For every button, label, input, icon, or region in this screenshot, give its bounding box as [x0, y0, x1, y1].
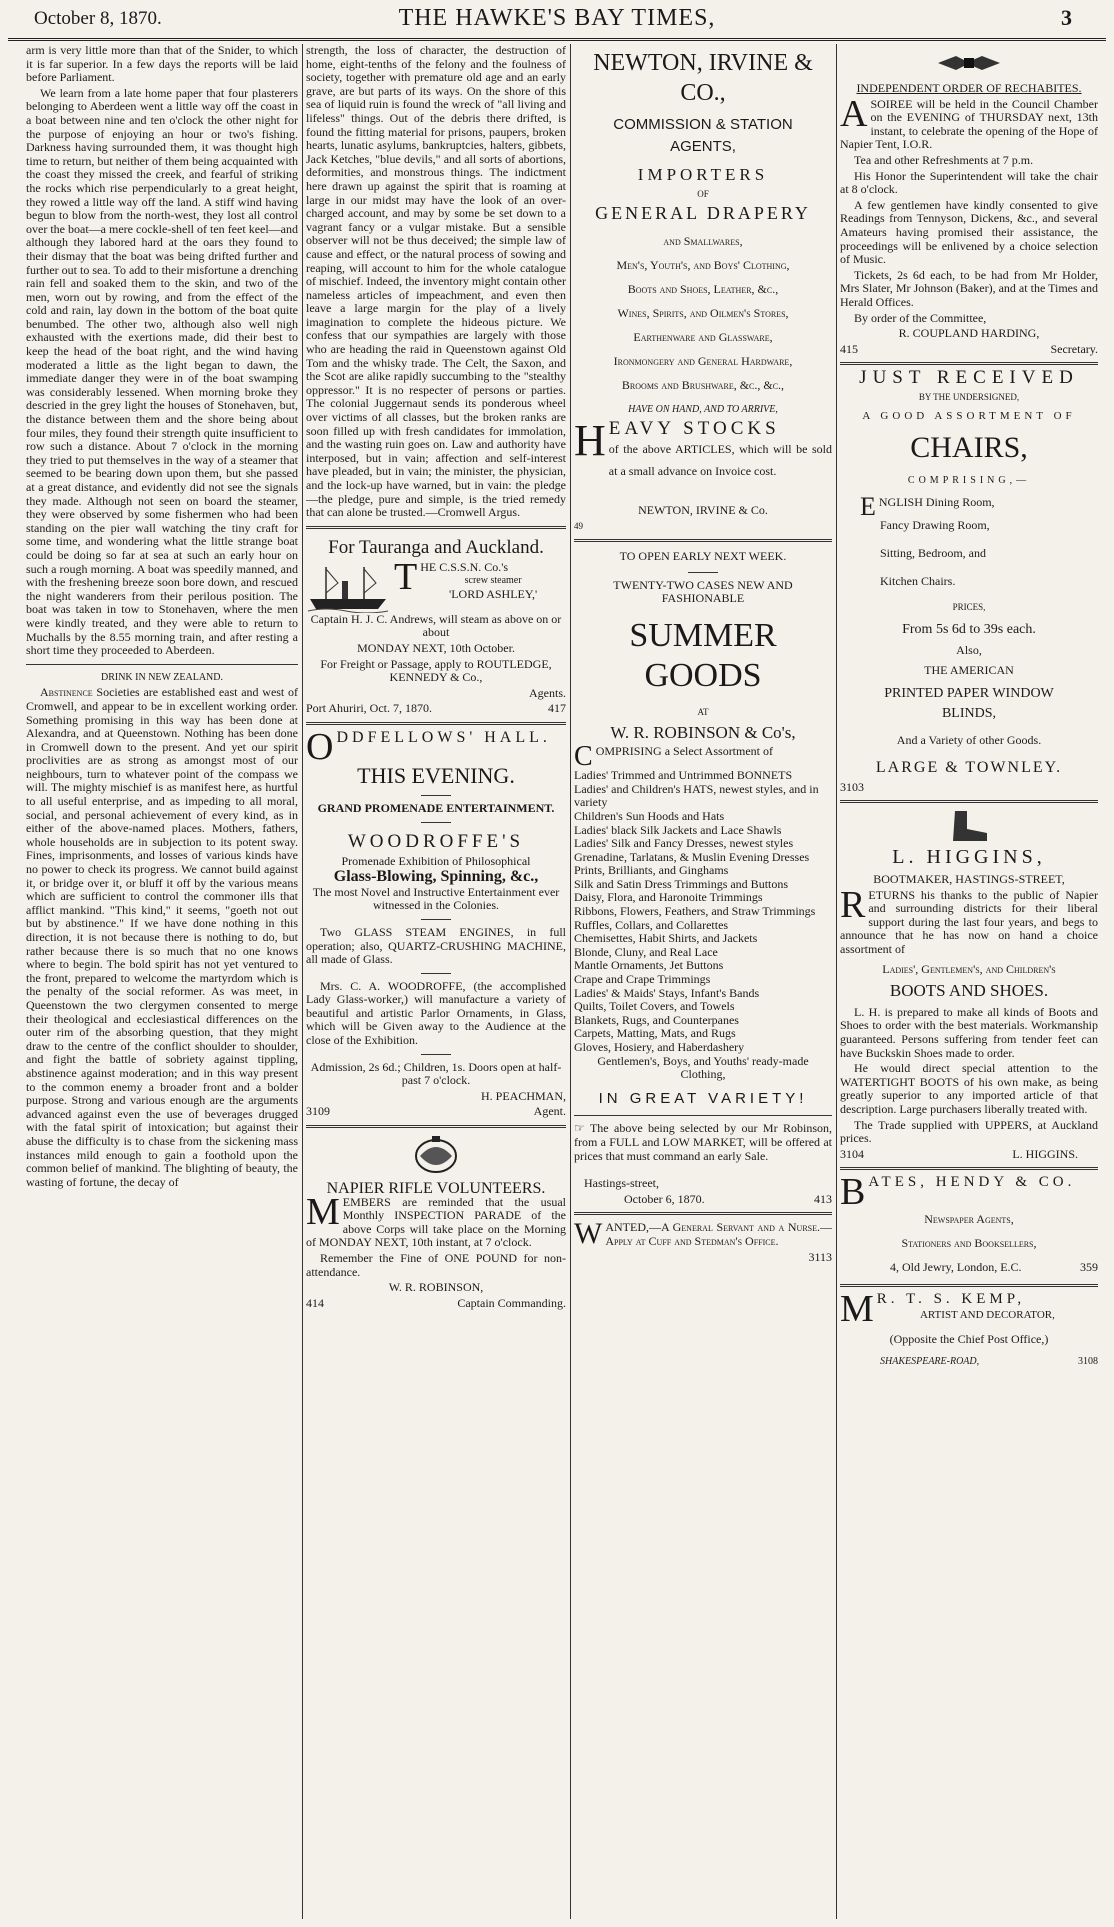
firm-name: NEWTON, IRVINE & CO., — [593, 50, 813, 106]
clasped-hands-icon — [934, 48, 1004, 78]
chairs-title: CHAIRS, — [910, 431, 1028, 465]
column-3: NEWTON, IRVINE & CO., COMMISSION & STATION AGENTS, IMPORTERS OF GENERAL DRAPERY and Smallwares, Men's, Youth's, and Boys' Clothing, Boots and Shoes, Leather, &c., Wines, Spirits, and Oilmen's Stores, Earthenware and Glassware, Ironmongery and General Hardware, Brooms and Brushware, &c., &c., HAVE ON HAND, AND TO ARRIVE, HEAVY STOCKS of the above ARTICLES, which will be sold at a small advance on Invoice cost. NEWTON, IRVINE & Co. 49 TO OPEN EARLY NEXT WEEK. TWENTY-TWO CASES NEW AND FASHIONABLE SUMMER GOODS AT W. R. ROBINSON & Co's, COMPRISING a Select Assortment of Ladies' Trimmed and Untrimmed BONNETS Ladies' and Children's HATS, newest styles, and in variety Children's Sun Hoods and Hats Ladies' black Silk Jackets and Lace Shawls Ladies' Silk and Fancy Dresses, newest styles Grenadine, Tarlatans, & Muslin Evening Dresses Prints, Brilliants, and Ginghams Silk and Satin Dress Trimmings and Buttons Daisy, Flora, and Haronoite Trimmings Ribbons, Flowers, Feathers, and Straw Trimmings Ruffles, Collars, and Collarettes Chemisettes, Habit Shirts, and Jackets Blonde, Cluny, and Real Lace Mantle Ornaments, Jet Buttons Crape and Crape Trimmings Ladies' & Maids' Stays, Infant's Bands Quilts, Toilet Covers, and Towels Blankets, Rugs, and Counterpanes Carpets, Matting, Mats, and Rugs Gloves, Hosiery, and Haberdashery Gentlemen's, Boys, and Youths' ready-made Clothing, IN GREAT VARIETY! ☞ The above being selected by our Mr Robinson, from a FULL and LOW MARKET, will be offered at prices that must command an early Sale. Hastings-street, October 6, 1870. 413 WANTED,—A General Servant and a Nurse.—Apply at Cuff and Stedman's Office. 3113 — [574, 50, 832, 1264]
ad-heading: For Tauranga and Auckland. — [328, 536, 544, 558]
article-paragraph: arm is very little more than that of the Snider, to which it is far superior. In a few days the reports will be laid before Parliament. — [26, 44, 298, 85]
boot-icon — [945, 809, 993, 843]
column-4: INDEPENDENT ORDER OF RECHABITES. ASOIREE will be held in the Council Chamber on the EVENING of THURSDAY next, 13th instant, to celebrate the opening of the Hope of Napier Tent, I.O.R. Tea and other Refreshments at 7 p.m. His Honor the Superintendent will take the chair at 8 o'clock. A few gentlemen have kindly consented to give Readings from Tennyson, Dickens, &c., and several Amateurs having promised their assistance, the proceedings will be enlivened by a choice selection of Music. Tickets, 2s 6d each, to be had from Mr Holder, Mrs Slater, Mr Johnson (Baker), and at the Times and Herald Offices. By order of the Committee, R. COUPLAND HARDING, 415 Secretary. JUST RECEIVED BY THE UNDERSIGNED, A GOOD ASSORTMENT OF CHAIRS, COMPRISING,— ENGLISH Dining Room, Fancy Drawing Room, Sitting, Bedroom, and Kitchen Chairs. PRICES, From 5s 6d to 39s each. Also, THE AMERICAN PRINTED PAPER WINDOW BLINDS, And a Variety of other Goods. LARGE & TOWNLEY. 3103 L. HIGGINS, BOOTMAKER, HASTINGS-STREET, RETURNS his thanks to the public of Napier and surrounding districts for their liberal support during the last four years, and begs to announce that he has now on hand a choice assortment of Ladies', Gentlemen's, and Children's BOOTS AND SHOES. L. H. is prepared to make all kinds of Boots and Shoes to order with the best materials. Workmanship guaranteed. Persons suffering from tender feet can have Buckskin Shoes made to order. He would direct special attention to the WATERTIGHT BOOTS of his own make, as being greatly superior to any imported article of that description. Large purchasers liberally treated with. The Trade supplied with UPPERS, at Auckland prices. 3104 L. HIGGINS. BATES, HENDY & CO. Newspaper Agents, Stationers and Booksellers, 4, Old Jewry, London, E.C. 359 M R. T. S. KEMP, ARTIST AND DECORATOR, (Opposite the Chief Post Office,) SHAKESPEARE-ROAD, 3108 — [840, 44, 1098, 1919]
drapery-list: and Smallwares, Men's, Youth's, and Boys' Clothing, Boots and Shoes, Leather, &c., Wines, Spirits, and Oilmen's Stores, Earthenware and Glassware, Ironmongery and General Hardware, Brooms and Brushware, &c., &c., — [613, 233, 793, 392]
article-paragraph: strength, the loss of character, the destruction of home, eight-tenths of the felony and the foulness of society, together with premature old age and an early grave, are but parts of its ways. On the shore of this sea of liquid ruin is found the wreck of "all living and lifeless" things. Out of the debris there drifted, is found the fitting material for prisons, paupers, broken hearts, lunatic asylums, bankruptcies, halters, gibbets, Jack Ketches, "blue devils," and all sorts of abortions, deformities, and monstrous things. The indictment here drawn up against the spirit that is roaming at large in our midst may have the look of an over-charged account, and may by some be set down to a vagrant fancy or a vulgar mistake. But a sensible observer will not be thus deceived; the simple law of cause and effect, or the natural process of sowing and reaping, will account to him for the whole catalogue of mischief. Indeed, the inventory might contain other nameless articles of impeachment, and even then leave a large margin for the play of a lively imagination to complete the hideous picture. We confess that our sympathies are largely with those who are heading the raid in Queenstown against Old Tom and the whisky trade. The Celt, the Saxon, and the Scot are alike rapidly succumbing to the "stealthy oppressor." It is no respecter of persons or parties. The colonial Juggernaut sends its ponderous wheel over victims of all classes, but the broken ranks are soon filled up with fresh candidates for immolation, and the wasting ruin goes on. Law and authority have interposed, but in vain; affection and self-interest have pleaded, but in vain; the minister, the physician, and the lock-up have warned, but in vain: the pledge—the pledge, pure and simple, is the tried remedy that can alone be trusted.—Cromwell Argus. — [306, 44, 566, 520]
ad-heading: INDEPENDENT ORDER OF RECHABITES. — [856, 81, 1082, 95]
steamer-ad: THE C.S.S.N. Co.'s screw steamer 'LORD ASHLEY,' Captain H. J. C. Andrews, will steam as above on or about MONDAY NEXT, 10th October. For Freight or Passage, apply to ROUTLEDGE, KENNEDY & Co., Agents. Port Ahuriri, Oct. 7, 1870. 417 — [306, 555, 566, 716]
drop-cap: T — [394, 555, 418, 598]
ad-heading: NAPIER RIFLE VOLUNTEERS. — [326, 1180, 546, 1198]
oddfellows-ad: ODDFELLOWS' HALL. THIS EVENING. GRAND PROMENADE ENTERTAINMENT. WOODROFFE'S Promenade Exhibition of Philosophical Glass-Blowing, Spinning, &c., The most Novel and Instructive Entertainment ever witnessed in the Colonies. Two GLASS STEAM ENGINES, in full operation; also, QUARTZ-CRUSHING MACHINE, all made of Glass. Mrs. C. A. WOODROFFE, (the accomplished Lady Glass-worker,) will manufacture a variety of beautiful and artistic Parlor Ornaments, in Glass, which will be Given away to the Audience at the close of the Exhibition. Admission, 2s 6d.; Children, 1s. Doors open at half-past 7 o'clock. H. PEACHMAN, 3109 Agent. — [306, 725, 566, 1119]
rifle-ad: MEMBERS are reminded that the usual Monthly INSPECTION PARADE of the above Corps will take place on the Morning of MONDAY NEXT, 10th instant, at 7 o'clock. Remember the Fine of ONE POUND for non-attendance. W. R. ROBINSON, 414 Captain Commanding. — [306, 1190, 566, 1310]
pointing-hand-icon: ☞ — [574, 1121, 590, 1136]
column-1 — [26, 44, 298, 1919]
masthead — [8, 0, 1106, 41]
issue-date: October 8, 1870. — [34, 8, 162, 29]
summer-goods-list: Ladies' Trimmed and Untrimmed BONNETS Ladies' and Children's HATS, newest styles, and in variety Children's Sun Hoods and Hats Ladies' black Silk Jackets and Lace Shawls Ladies' Silk and Fancy Dresses, newest styles Grenadine, Tarlatans, & Muslin Evening Dresses Prints, Brilliants, and Ginghams Silk and Satin Dress Trimmings and Buttons Daisy, Flora, and Haronoite Trimmings Ribbons, Flowers, Feathers, and Straw Trimmings Ruffles, Collars, and Collarettes Chemisettes, Habit Shirts, and Jackets Blonde, Cluny, and Real Lace Mantle Ornaments, Jet Buttons Crape and Crape Trimmings Ladies' & Maids' Stays, Infant's Bands Quilts, Toilet Covers, and Towels Blankets, Rugs, and Counterpanes Carpets, Matting, Mats, and Rugs Gloves, Hosiery, and Haberdashery Gentlemen's, Boys, and Youths' ready-made Clothing, — [574, 768, 819, 1082]
article-paragraph: Abstinence Societies are established east and west of Cromwell, and appear to be in excellent working order. Something promising in this way has been done at Alexandra, and at Queenstown. Nothing has been done in Cromwell down to the present. And yet our spirit proclivities are as strong as amongst most of our neighbours, turn to whatever point of the compass we will. The mighty mischief is as manifest here, as hurtful to all useful enterprise, and as impeding to all moral, social, and personal achievement of every kind, as in either of the above-named places. Mothers, fathers, whole households are in subjection to its potent sway. Fines, imprisonments, and losses of various kinds have no power to check its progress. We cannot build against it, or bridge over it, or bluff it off by the various means which are sufficient to control the commoner ills that afflict mankind. "This kind," it seems, "goeth not out but by abstinence." If we have done nothing in this direction, it is not because there is nothing to do, but rather because there is so much that no one knows where to begin. The bold spirit has not yet ventured to the front, prepared to welcome the martyrdom which is the penalty of the social reformer. As was meet, in Queenstown the two clergymen consented to merge their theological and ecclesiastical differences on the outer rim of the absorbing question, that they might draw to the centre of the conflict shoulder to shoulder, and fight the battle of sobriety against tippling, abstinence against moderation; and in this way present to the common enemy a broader front and a bolder purpose. Strong and various enough are the arguments advanced against even the use of beverages drugged with the fatal spirit of intoxication; but against their abuse the difficulty is to chase from the sickening mass instances mild enough to gain a foothold upon the common belief of mankind. The blighting of beauty, the wasting of fortune, the decay of — [26, 685, 298, 1189]
article-heading: DRINK IN NEW ZEALAND. — [100, 671, 224, 683]
page-number: 3 — [1061, 5, 1072, 30]
paper-title: THE HAWKE'S BAY TIMES, — [398, 5, 716, 31]
steamship-icon — [306, 563, 390, 613]
summer-goods-title: SUMMER GOODS — [629, 616, 777, 694]
column-2 — [306, 44, 566, 1919]
article-paragraph: We learn from a late home paper that four plasterers belonging to Aberdeen went a little way off the coast in a boat between nine and ten o'clock the other night for the purpose of enjoying an hour or two's fishing. Darkness having surrounded them, it was thought high time to return, but neither of them being acquainted with the coast they missed the creek, and fearful of striking the rocks which rise perpendicularly to a great height, they rowed a little way off the land. A stiff wind having begun to blow from the north-west, they lost all control over the boat—a mere cockle-shell of ten feet keel—and although they labored hard at the oars they found to their dismay that the boat was being drifted further and further out to sea. To add to their misfortune a drenching rain fell and soaked them to the skin, and two of the men, worn out by rowing, and from the effect of the cold and rain, lay down in the bottom of the boat quite benumbed. The other two, although also well nigh exhausted with the exertions made, did their best to keep the head of the boat right, and the wind having moderated a little as the light began to dawn, the immediate danger they were in of the boat swamping was considerably lessened. When morning broke they descried in the grey light the houses of Stonehaven, but, the distance between them and the shore being about four miles, they found their strength quite insufficient to row such a distance. About 7 o'clock in the morning they tried to put themselves in the way of a steamer that seemed to be bearing down upon them, but she passed at a great distance, and evidently did not see the signals they made. Although not seen on board the steamer, they were observed by some fishermen who had been standing on the pier wall watching the tiny craft for some time, and wondering what the little strange boat could be doing so far at sea at such an early hour on such a rough morning. A boat was speedily manned, and with the freshening breeze soon bore down, and rescued the night wanderers from their perilous position. The boat was taken in tow to Stonehaven, where the men were kindly treated, and they were able to return to Muchalls by the 8.55 morning train, and after resting a short time they proceeded to Aberdeen. — [26, 85, 298, 658]
crest-icon — [406, 1134, 466, 1178]
